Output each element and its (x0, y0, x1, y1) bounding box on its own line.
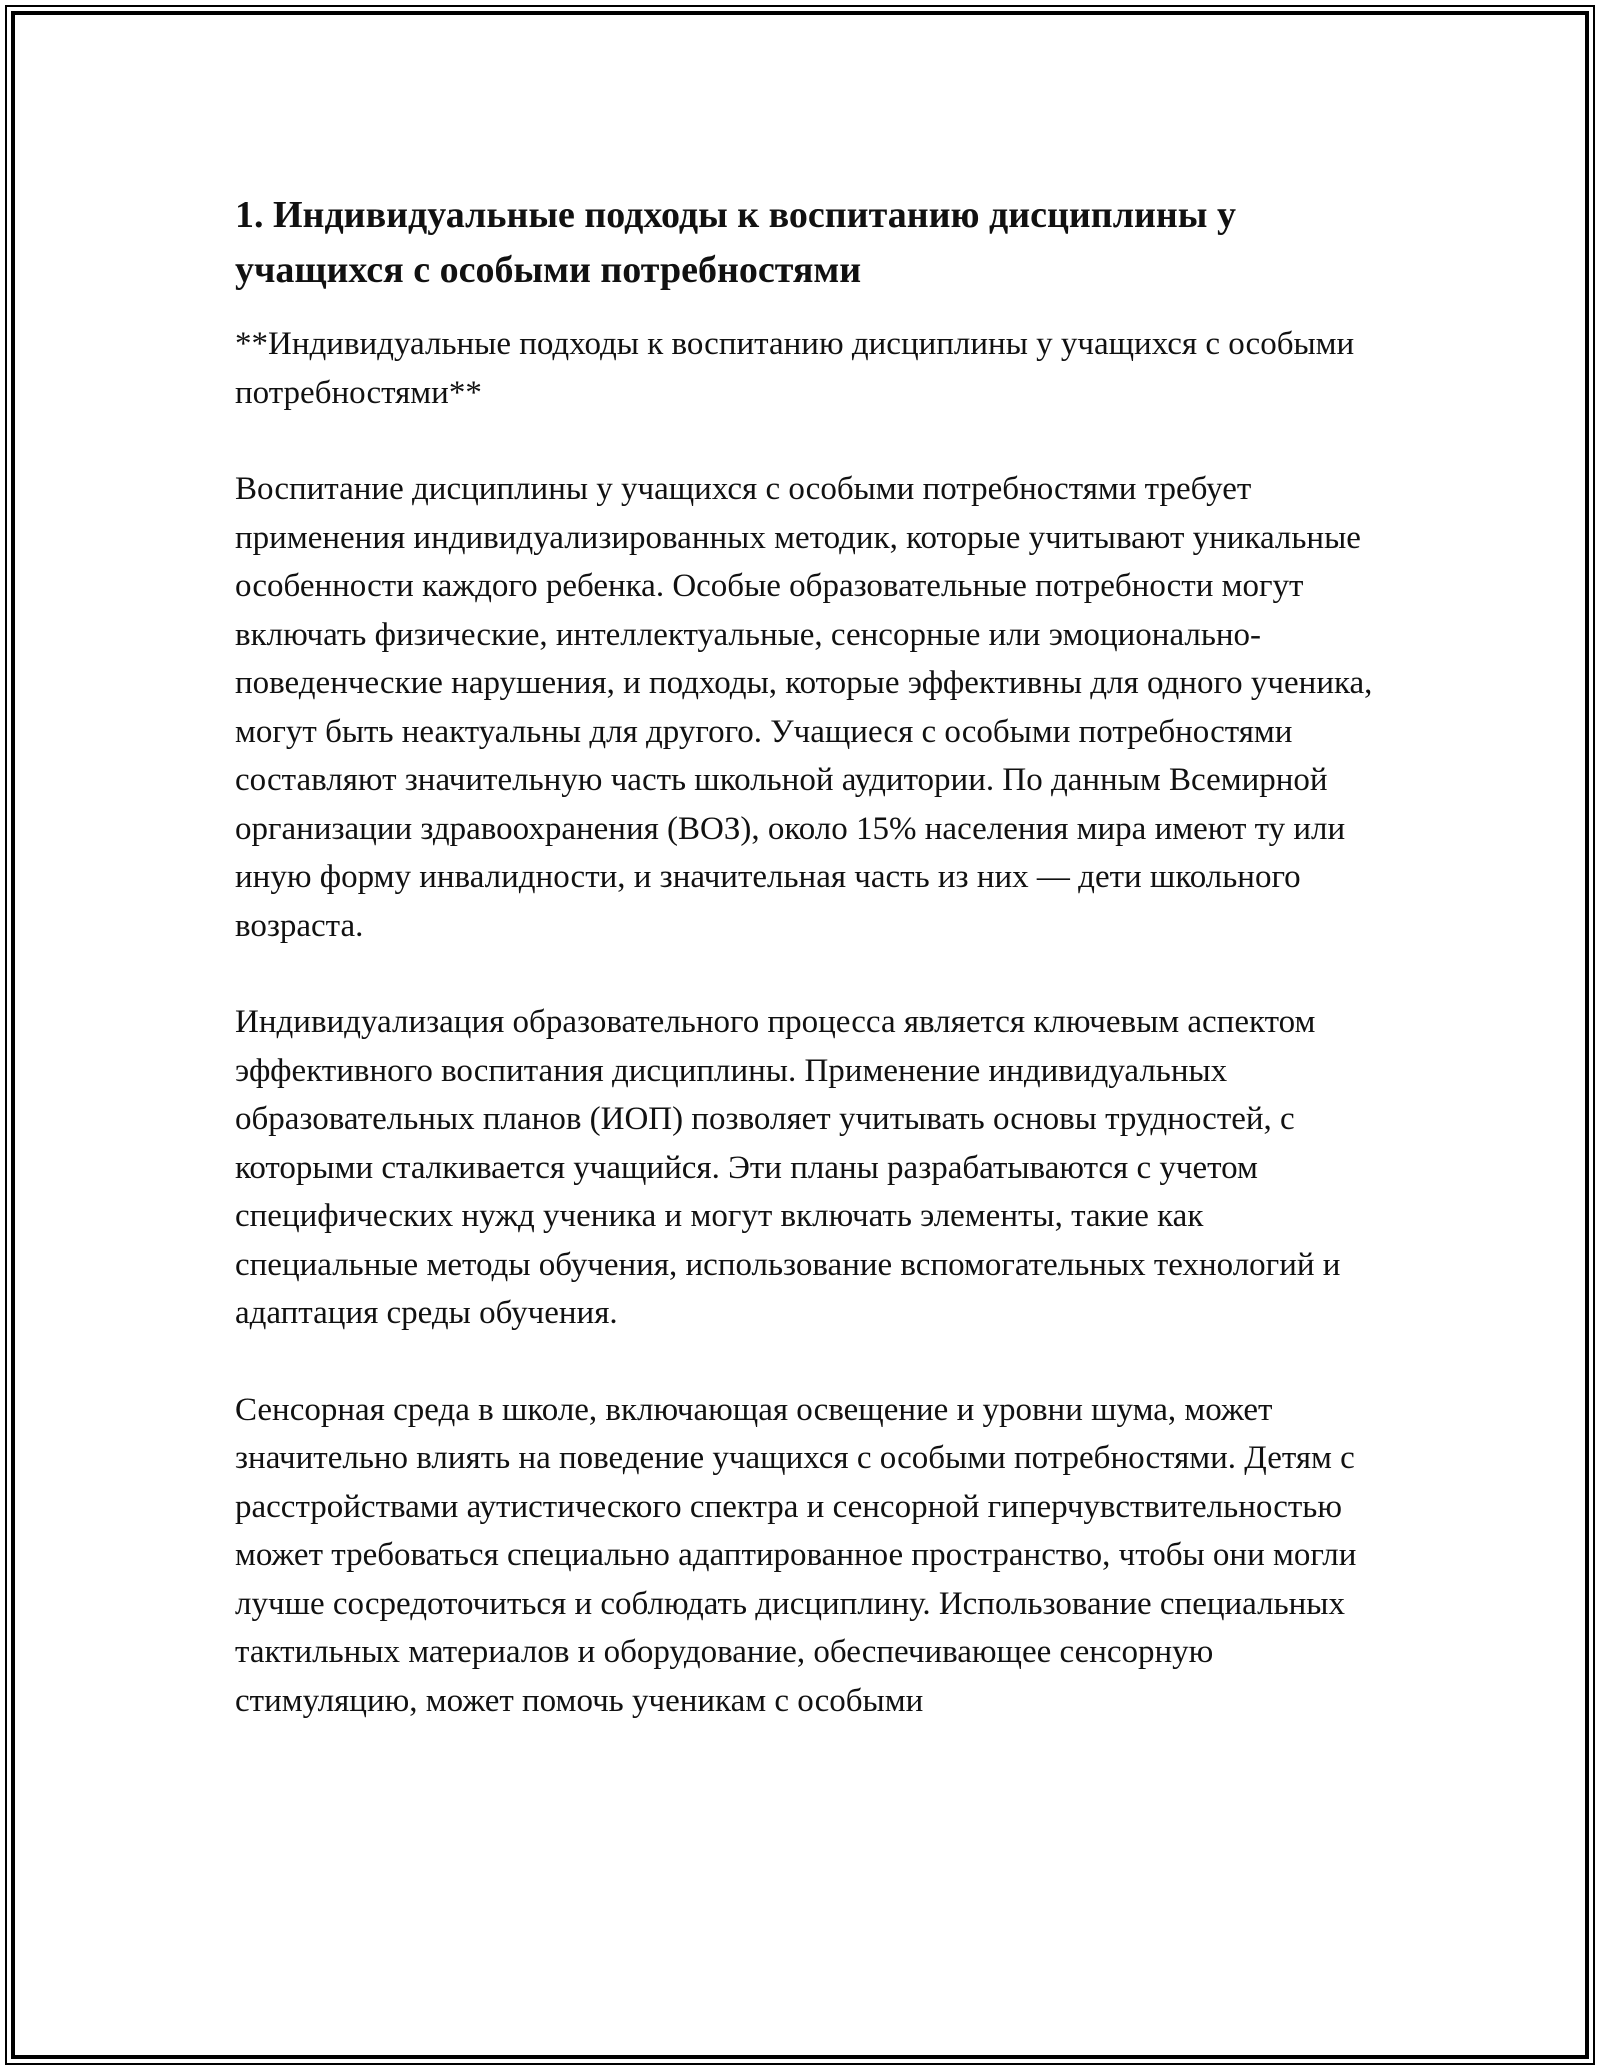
paragraph-individualization: Индивидуализация образовательного процесса является ключевым аспектом эффективного воспитания дисциплины. Применение индивидуальных образовательных планов (ИОП) позволяет учитывать основы трудностей, с которыми сталкивается учащийся. Эти планы разрабатываются с учетом специфических нужд ученика и могут включать элементы, такие как специальные методы обучения, использование вспомогательных технологий и адаптация среды обучения. (235, 1004, 1341, 1331)
paragraph-bold-title: **Индивидуальные подходы к воспитанию дисциплины у учащихся с особыми потребностями** (235, 326, 1355, 411)
document-body (235, 188, 1385, 1773)
paragraph-sensory-environment: Сенсорная среда в школе, включающая освещение и уровни шума, может значительно влиять на поведение учащихся с особыми потребностями. Детям с расстройствами аутистического спектра и сенсорной гиперчувствительностью может требоваться специально адаптированное пространство, чтобы они могли лучше сосредоточиться и соблюдать дисциплину. Использование специальных тактильных материалов и оборудование, обеспечивающее сенсорную стимуляцию, может помочь ученикам с особыми (235, 1391, 1357, 1719)
section-heading: 1. Индивидуальные подходы к воспитанию дисциплины у учащихся с особыми потребностями (235, 194, 1236, 291)
paragraph-intro: Воспитание дисциплины у учащихся с особыми потребностями требует применения индивидуализированных методик, которые учитывают уникальные особенности каждого ребенка. Особые образовательные потребности могут включать физические, интеллектуальные, сенсорные или эмоционально-поведенческие нарушения, и подходы, которые эффективны для одного ученика, могут быть неактуальны для другого. Учащиеся с особыми потребностями составляют значительную часть школьной аудитории. По данным Всемирной организации здравоохранения (ВОЗ), около 15% населения мира имеют ту или иную форму инвалидности, и значительная часть из них — дети школьного возраста. (235, 471, 1373, 944)
